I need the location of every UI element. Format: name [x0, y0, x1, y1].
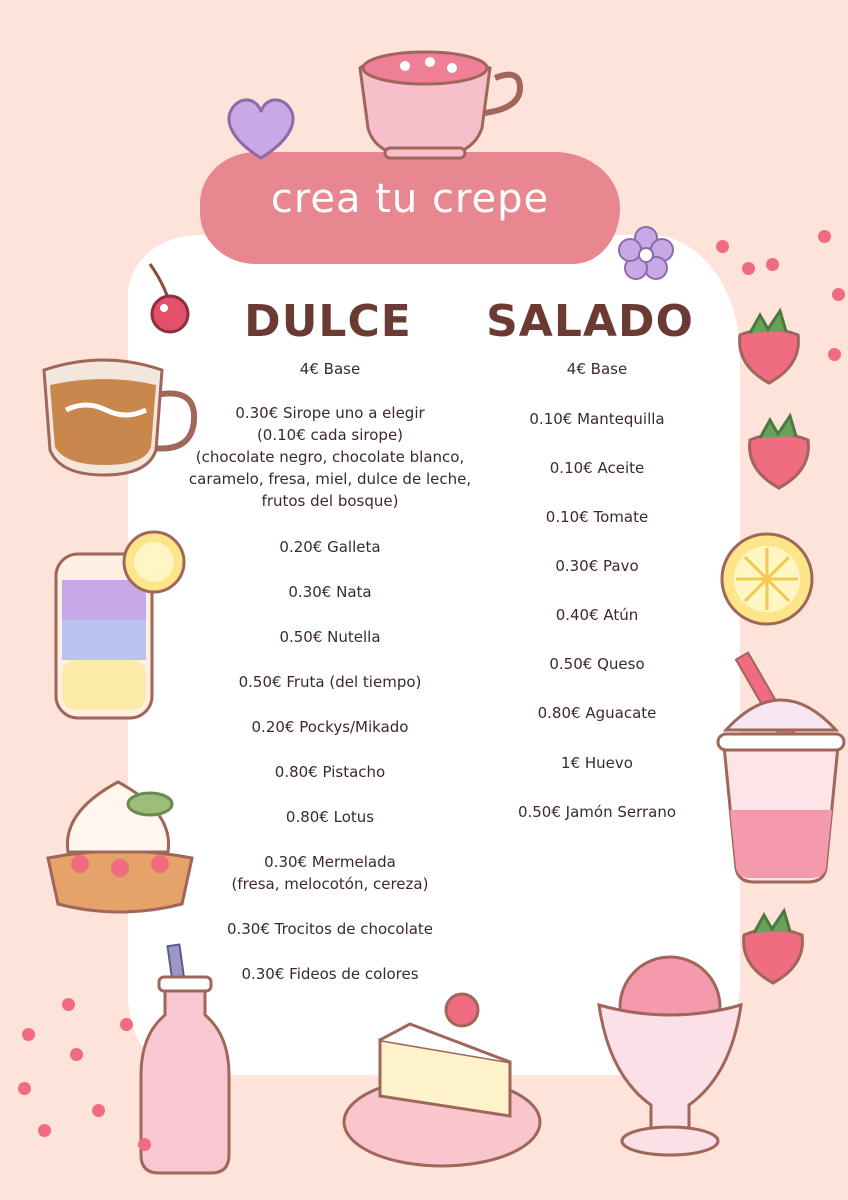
- decorative-dot: [742, 262, 755, 275]
- menu-item: 4€ Base: [566, 360, 628, 378]
- menu-item: 0.10€ Mantequilla: [529, 410, 665, 428]
- coffee-mug-icon: [36, 350, 201, 478]
- menu-item: 0.80€ Aguacate: [537, 704, 657, 722]
- decorative-dot: [832, 288, 845, 301]
- menu-item: 0.20€ Pockys/Mikado: [251, 718, 409, 736]
- menu-item: 1€ Huevo: [561, 754, 633, 772]
- menu-item: 0.40€ Atún: [555, 606, 639, 624]
- smoothie-cup-icon: [718, 650, 844, 886]
- decorative-dot: [62, 998, 75, 1011]
- decorative-dot: [828, 348, 841, 361]
- menu-item: 0.80€ Lotus: [285, 808, 375, 826]
- decorative-dot: [22, 1028, 35, 1041]
- menu-item: 0.20€ Galleta: [279, 538, 381, 556]
- tart-icon: [40, 768, 200, 918]
- menu-item: 4€ Base: [299, 360, 361, 378]
- decorative-dot: [120, 1018, 133, 1031]
- decorative-dot: [18, 1082, 31, 1095]
- menu-item: 0.30€ Nata: [288, 583, 372, 601]
- decorative-dot: [70, 1048, 83, 1061]
- decorative-dot: [138, 1138, 151, 1151]
- decorative-dot: [818, 230, 831, 243]
- menu-item: 0.30€ Trocitos de chocolate: [226, 920, 434, 938]
- teacup-icon: [350, 38, 530, 163]
- dulce-heading: DULCE: [244, 296, 412, 347]
- decorative-dot: [766, 258, 779, 271]
- heart-icon: [222, 92, 300, 162]
- menu-item: 0.50€ Queso: [549, 655, 645, 673]
- lemon-slice-icon: [718, 530, 816, 628]
- menu-item: 0.30€ Mermelada (fresa, melocotón, cereza): [231, 853, 429, 893]
- menu-item: 0.30€ Pavo: [555, 557, 639, 575]
- menu-item: 0.30€ Fideos de colores: [241, 965, 419, 983]
- decorative-dot: [92, 1104, 105, 1117]
- menu-item: 0.10€ Aceite: [549, 459, 645, 477]
- lemonade-glass-icon: [50, 530, 190, 722]
- strawberry-icon: [732, 305, 806, 385]
- menu-item: 0.50€ Fruta (del tiempo): [238, 673, 422, 691]
- decorative-dot: [716, 240, 729, 253]
- menu-item: 0.80€ Pistacho: [274, 763, 386, 781]
- menu-item: 0.50€ Jamón Serrano: [517, 803, 677, 821]
- menu-item: 0.50€ Nutella: [279, 628, 381, 646]
- cake-slice-icon: [340, 990, 545, 1170]
- cherry-icon: [140, 262, 200, 334]
- salado-heading: SALADO: [486, 296, 694, 347]
- page-title: crea tu crepe: [270, 176, 550, 222]
- decorative-dot: [38, 1124, 51, 1137]
- menu-item: 0.30€ Sirope uno a elegir (0.10€ cada sirope) (chocolate negro, chocolate blanco, caramelo, fresa, miel, dulce de leche, frutos del bosque): [188, 404, 472, 510]
- menu-item: 0.10€ Tomate: [545, 508, 649, 526]
- sundae-icon: [595, 945, 745, 1165]
- strawberry-icon: [736, 905, 810, 985]
- strawberry-icon: [742, 410, 816, 490]
- flower-icon: [618, 226, 674, 282]
